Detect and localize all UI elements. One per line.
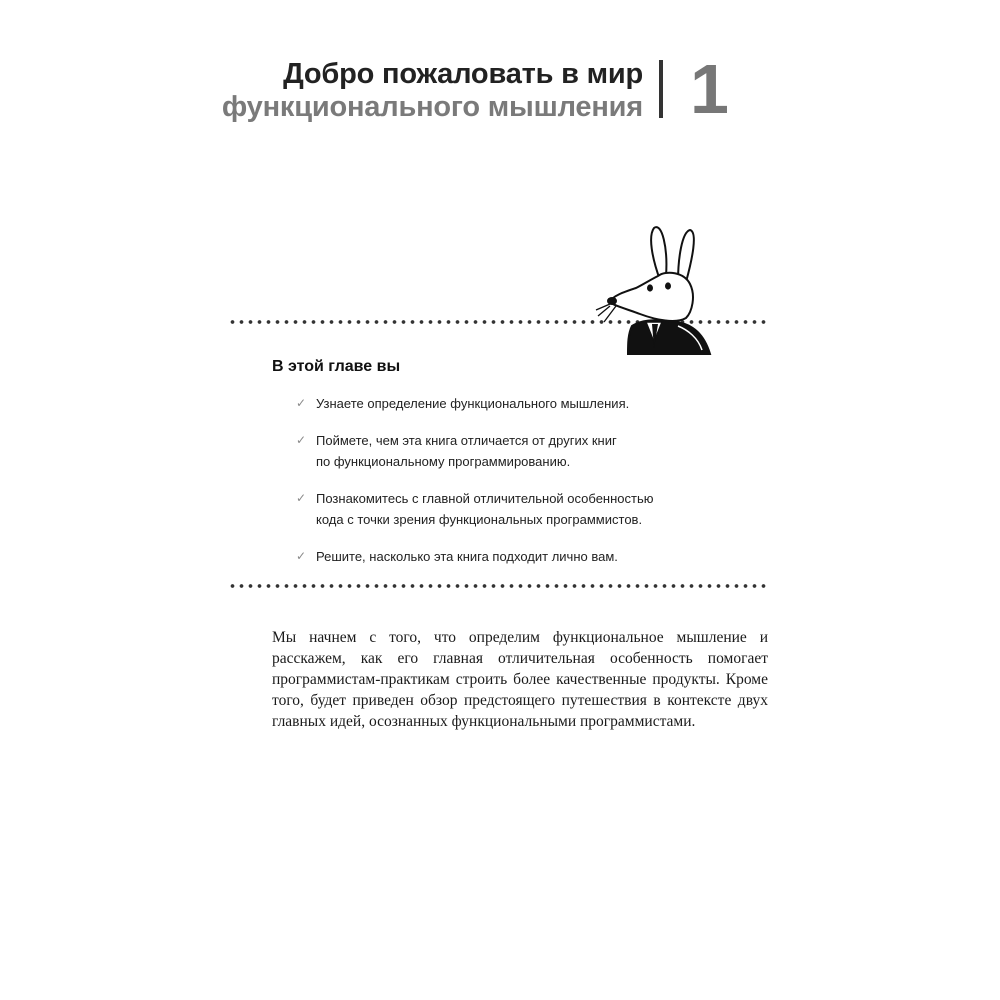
summary-heading: В этой главе вы (272, 358, 401, 375)
intro-paragraph: Мы начнем с того, что определим функциональное мышление и расскажем, как его главная отличительная особенность помогает программистам-практикам строить более качественные продукты. Кроме того, будет приведен обзор предстоящего путешествия в контексте двух главных идей, осознанных функциональными программистами. (272, 629, 768, 730)
check-icon: ✓ (296, 396, 307, 410)
checklist-item (296, 546, 736, 567)
chapter-header (0, 50, 1000, 128)
checklist-item-text: Поймете, чем эта книга отличается от других книг (316, 433, 617, 448)
checklist-item (296, 393, 736, 414)
chapter-title-line2: функционального мышления (221, 91, 643, 123)
title-divider (659, 60, 663, 118)
rabbit-mascot-icon (592, 218, 722, 358)
checklist-item-text: Решите, насколько эта книга подходит лично вам. (316, 549, 618, 564)
checklist-item-text: Узнаете определение функционального мышления. (316, 396, 630, 411)
chapter-title-line1: Добро пожаловать в мир (283, 58, 643, 90)
checklist-item-text: Познакомитесь с главной отличительной особенностью (316, 491, 654, 506)
checklist-item-text-cont: по функциональному программированию. (316, 454, 571, 469)
checklist-item-text-cont: кода с точки зрения функциональных программистов. (316, 512, 643, 527)
check-icon: ✓ (296, 491, 307, 505)
check-icon: ✓ (296, 433, 307, 447)
checklist-item (296, 430, 736, 472)
chapter-number: 1 (690, 50, 729, 128)
summary-checklist (296, 393, 736, 583)
check-icon: ✓ (296, 549, 307, 563)
dotted-rule-bottom (228, 583, 770, 589)
checklist-item (296, 488, 736, 530)
